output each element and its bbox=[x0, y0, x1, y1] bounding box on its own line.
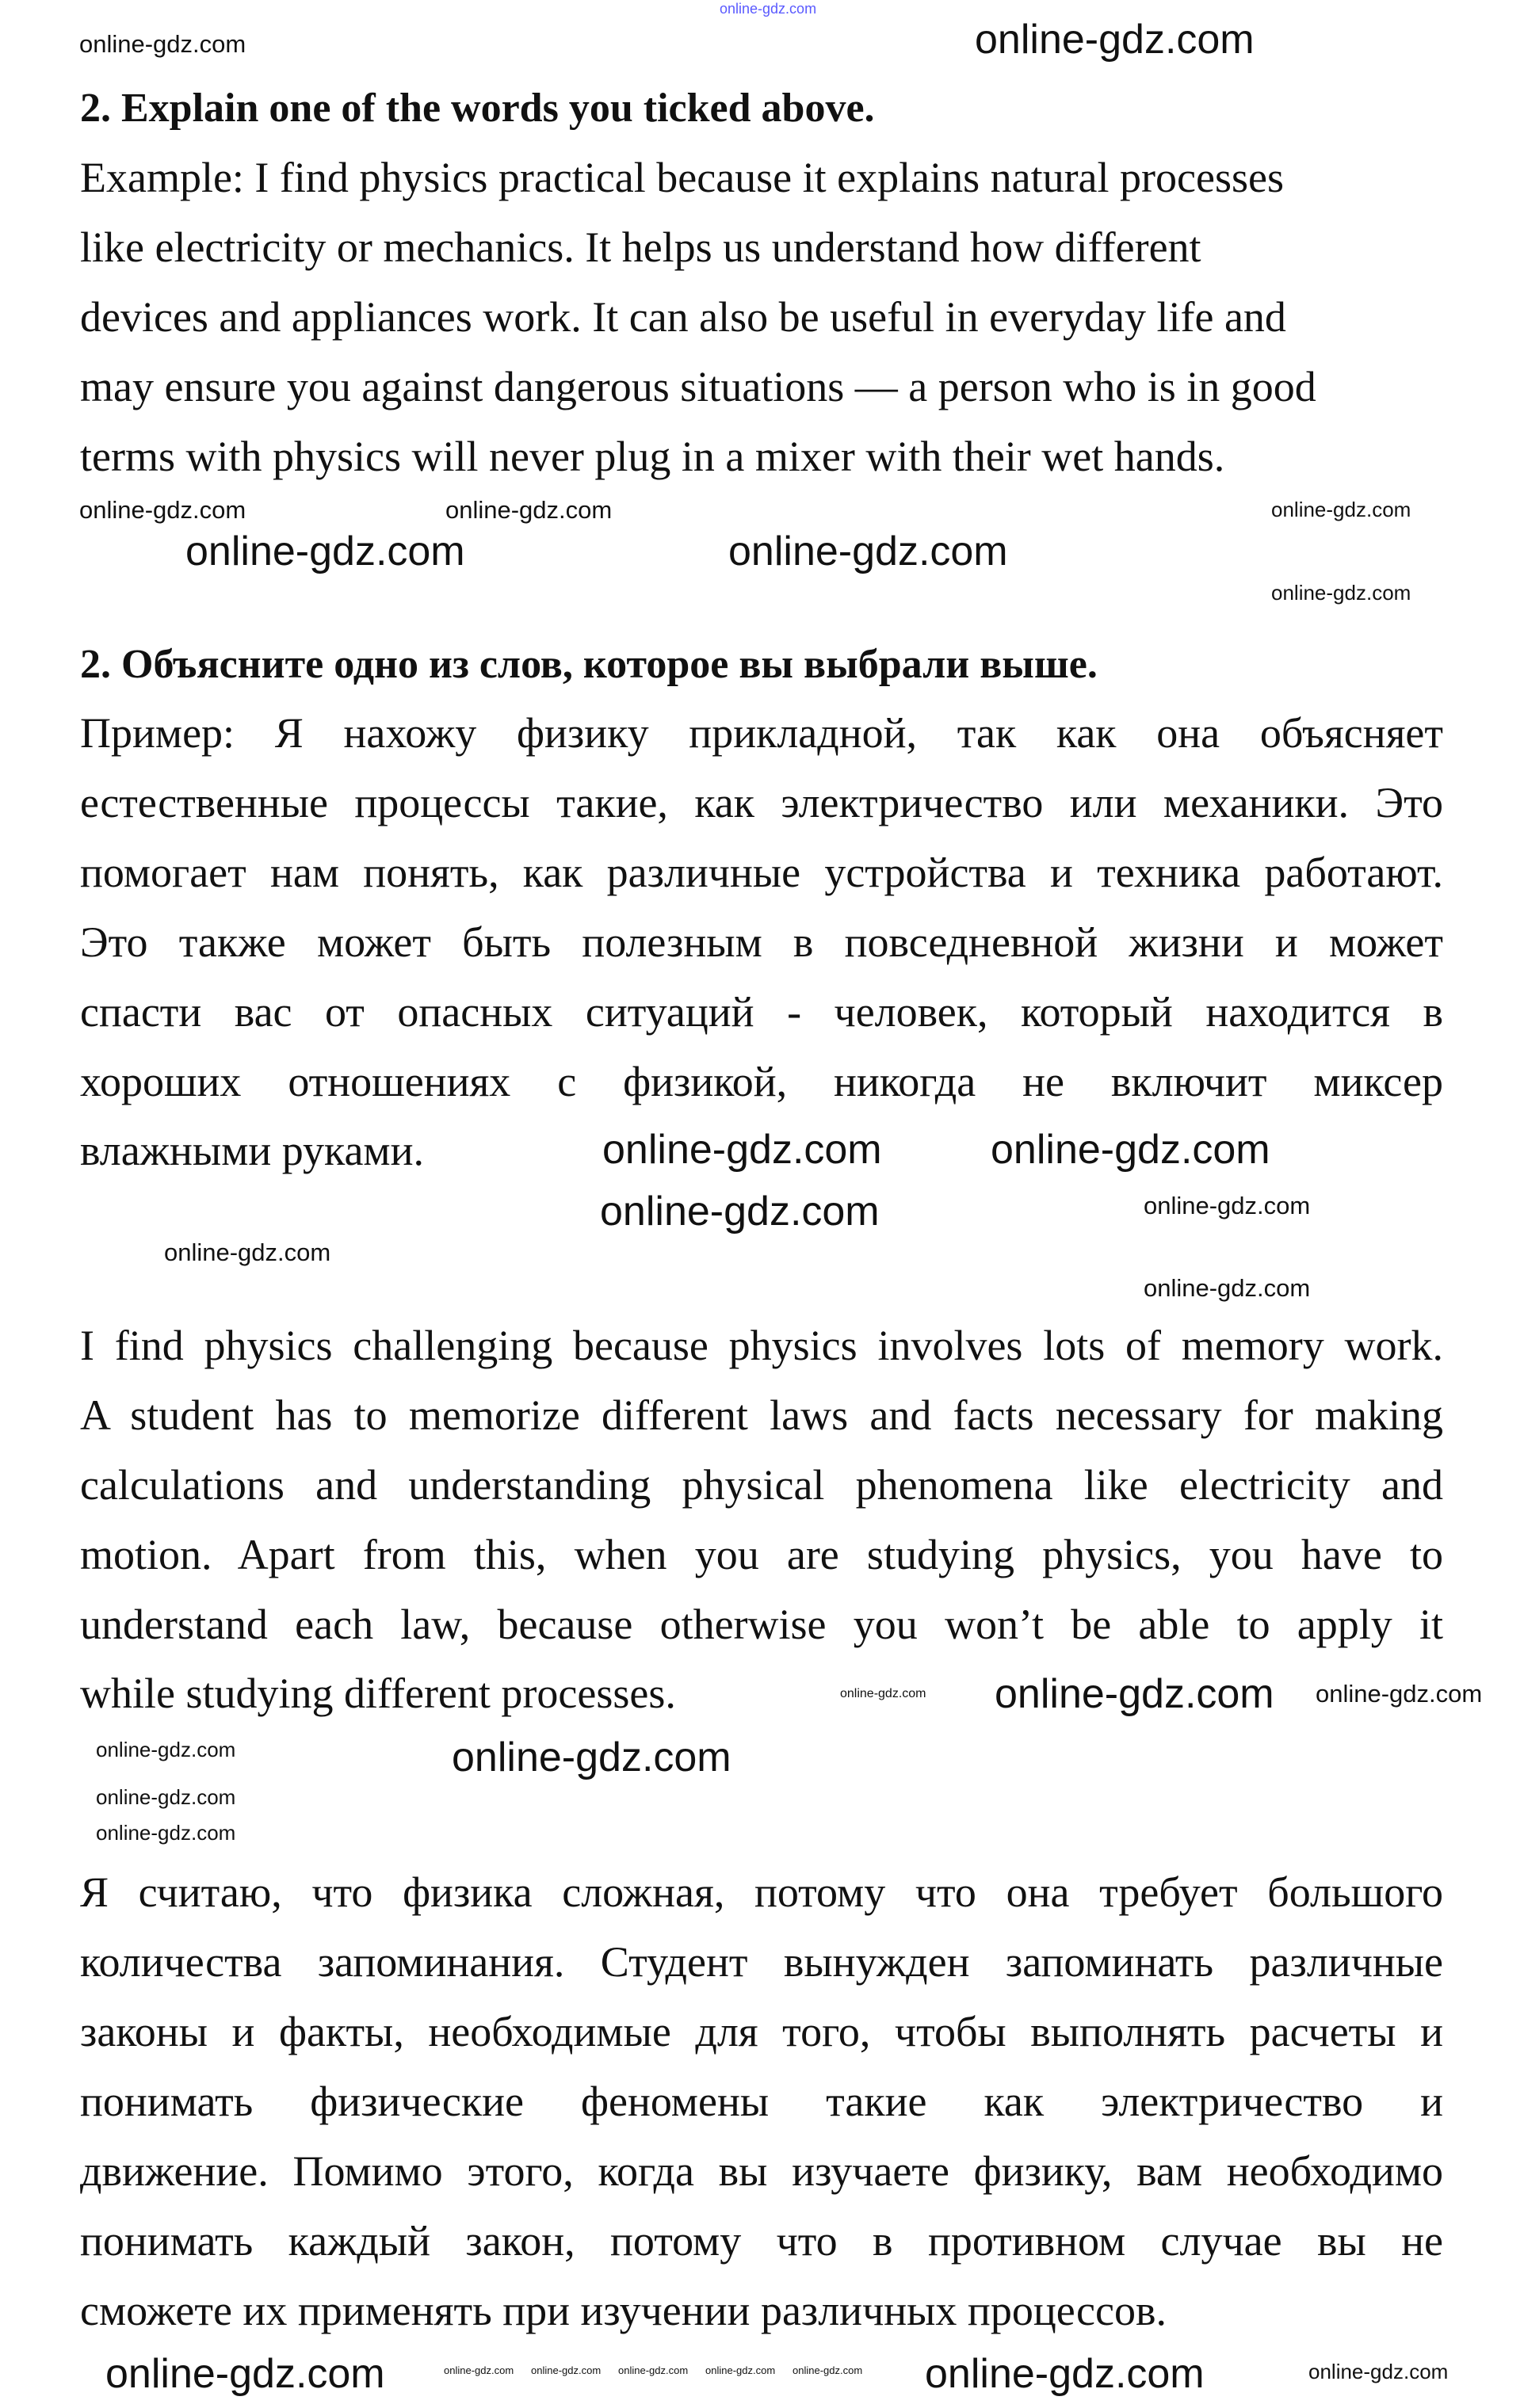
watermark: online-gdz.com bbox=[991, 1127, 1270, 1173]
text-line: terms with physics will never plug in a mixer with their wet hands. bbox=[80, 433, 1225, 480]
watermark: online-gdz.com bbox=[79, 30, 246, 58]
text-line: количества запоминания. Студент вынужден запоминать различные bbox=[80, 1938, 1443, 1986]
watermark: online-gdz.com bbox=[995, 1671, 1274, 1717]
watermark: online-gdz.com bbox=[96, 1821, 236, 1845]
watermark: online-gdz.com bbox=[840, 1687, 926, 1700]
text-line: понимать каждый закон, потому что в противном случае вы не bbox=[80, 2217, 1443, 2265]
watermark: online-gdz.com bbox=[164, 1238, 331, 1266]
text-line: помогает нам понять, как различные устройства и техника работают. bbox=[80, 849, 1443, 896]
text-line: calculations and understanding physical phenomena like electricity and bbox=[80, 1461, 1443, 1509]
text-line: понимать физические феномены такие как электричество и bbox=[80, 2078, 1443, 2125]
text-line: devices and appliances work. It can also be useful in everyday life and bbox=[80, 293, 1286, 341]
section-heading-en: 2. Explain one of the words you ticked above. bbox=[80, 86, 875, 131]
text-line: Я считаю, что физика сложная, потому что она требует большого bbox=[80, 1868, 1443, 1916]
watermark: online-gdz.com bbox=[975, 17, 1255, 63]
watermark: online-gdz.com bbox=[445, 496, 613, 524]
text-line: Example: I find physics practical because it explains natural processes bbox=[80, 154, 1284, 201]
text-line: законы и факты, необходимые для того, чтобы выполнять расчеты и bbox=[80, 2008, 1443, 2055]
watermark: online-gdz.com bbox=[1271, 498, 1411, 521]
watermark: online-gdz.com bbox=[705, 2364, 776, 2376]
watermark: online-gdz.com bbox=[728, 529, 1008, 574]
text-line: хороших отношениях с физикой, никогда не включит миксер bbox=[80, 1058, 1443, 1105]
text-line: may ensure you against dangerous situations — a person who is in good bbox=[80, 363, 1316, 410]
watermark: online-gdz.com bbox=[1316, 1680, 1483, 1708]
watermark: online-gdz.com bbox=[1144, 1192, 1311, 1219]
watermark: online-gdz.com bbox=[925, 2351, 1205, 2397]
watermark: online-gdz.com bbox=[1144, 1274, 1311, 1302]
text-line: влажными руками. bbox=[80, 1127, 425, 1174]
watermark: online-gdz.com bbox=[96, 1738, 236, 1761]
watermark: online-gdz.com bbox=[618, 2364, 689, 2376]
watermark: online-gdz.com bbox=[602, 1127, 882, 1173]
text-line: спасти вас от опасных ситуаций - человек, который находится в bbox=[80, 988, 1443, 1036]
watermark: online-gdz.com bbox=[1308, 2360, 1449, 2383]
text-line: Это также может быть полезным в повседневной жизни и может bbox=[80, 918, 1443, 966]
text-line: motion. Apart from this, when you are studying physics, you have to bbox=[80, 1531, 1443, 1578]
text-line: while studying different processes. bbox=[80, 1670, 676, 1717]
watermark: online-gdz.com bbox=[531, 2364, 602, 2376]
text-line: understand each law, because otherwise you won’t be able to apply it bbox=[80, 1601, 1443, 1648]
watermark: online-gdz.com bbox=[720, 1, 817, 17]
watermark: online-gdz.com bbox=[96, 1785, 236, 1809]
watermark: online-gdz.com bbox=[79, 496, 246, 524]
text-line: Пример: Я нахожу физику прикладной, так как она объясняет bbox=[80, 709, 1443, 757]
text-line: I find physics challenging because physics involves lots of memory work. bbox=[80, 1322, 1443, 1369]
text-line: A student has to memorize different laws and facts necessary for making bbox=[80, 1391, 1443, 1439]
watermark: online-gdz.com bbox=[600, 1189, 880, 1235]
watermark: online-gdz.com bbox=[444, 2364, 514, 2376]
text-line: сможете их применять при изучении различных процессов. bbox=[80, 2287, 1167, 2334]
watermark: online-gdz.com bbox=[185, 529, 465, 574]
text-line: движение. Помимо этого, когда вы изучаете физику, вам необходимо bbox=[80, 2147, 1443, 2195]
watermark: online-gdz.com bbox=[793, 2364, 863, 2376]
watermark: online-gdz.com bbox=[452, 1734, 731, 1780]
text-line: естественные процессы такие, как электричество или механики. Это bbox=[80, 779, 1443, 826]
watermark: online-gdz.com bbox=[105, 2351, 385, 2397]
section-heading-ru: 2. Объясните одно из слов, которое вы выбрали выше. bbox=[80, 642, 1098, 687]
watermark: online-gdz.com bbox=[1271, 581, 1411, 605]
text-line: like electricity or mechanics. It helps us understand how different bbox=[80, 223, 1201, 271]
